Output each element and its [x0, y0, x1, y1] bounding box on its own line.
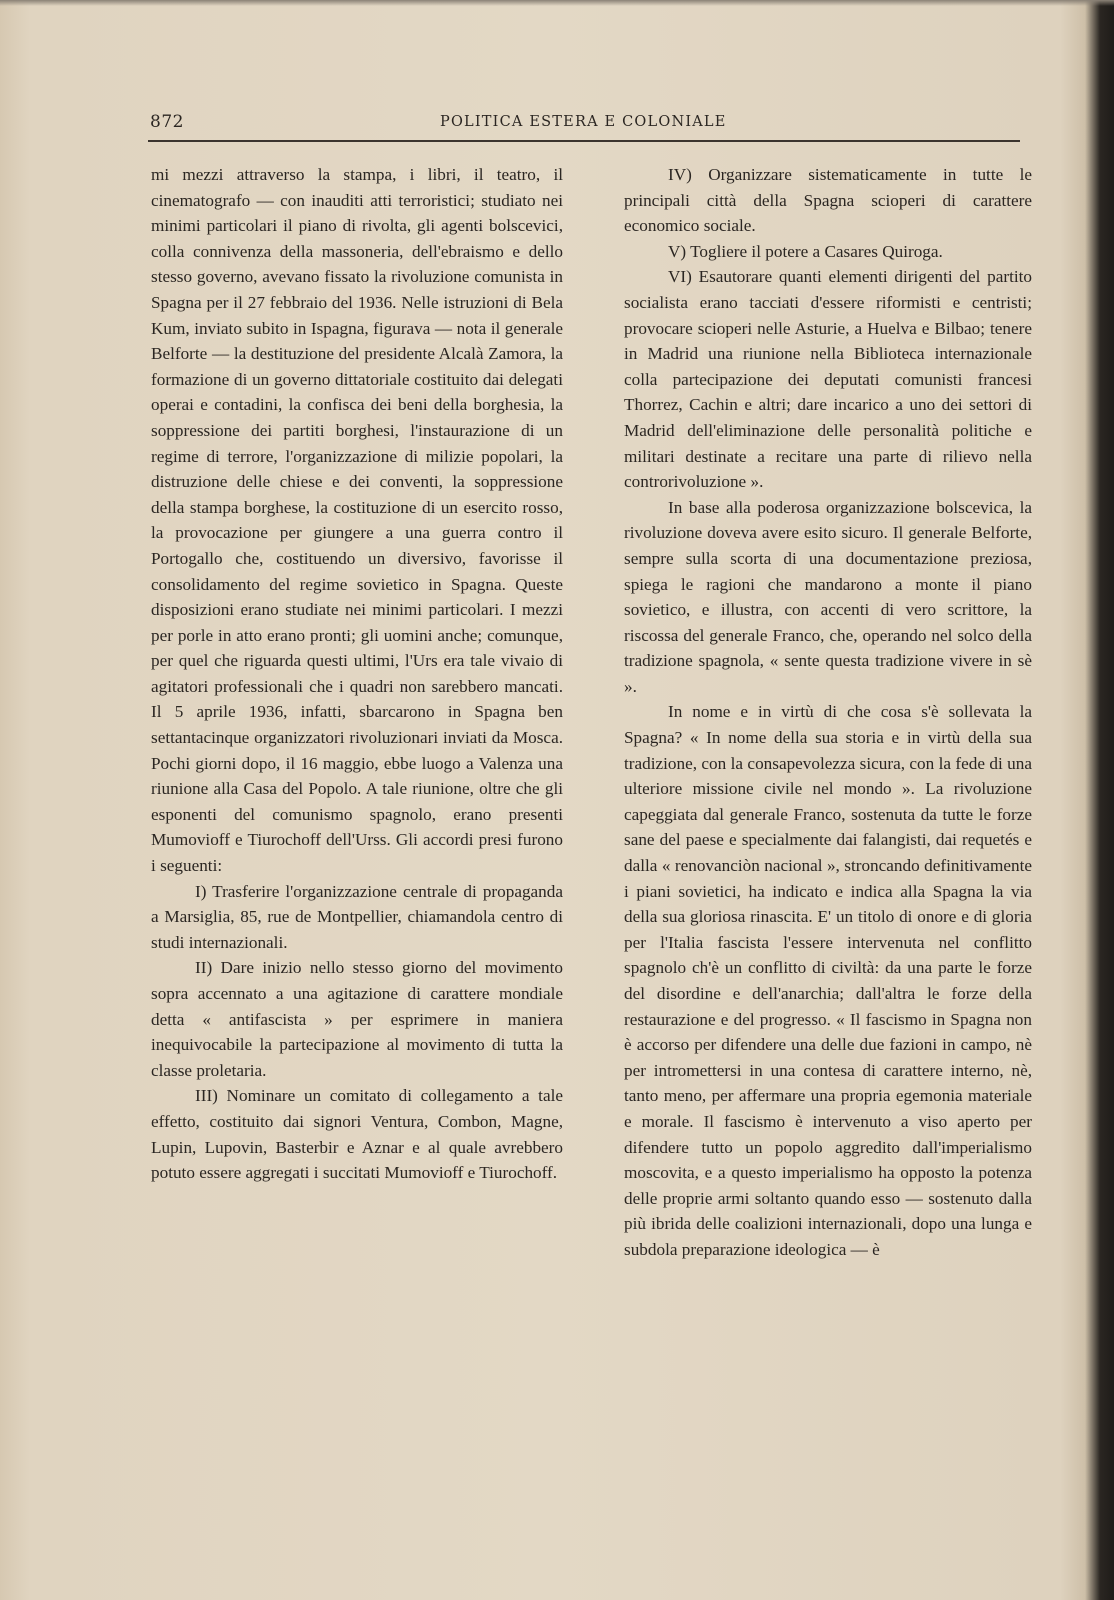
- left-paragraph-3: II) Dare inizio nello stesso giorno del movimento sopra accennato a una agitazione di carattere mondiale detta « antifascista » per esprimere in maniera inequivocabile la partecipazione al movimento di tutta la classe proletaria.: [151, 958, 563, 1080]
- header-rule: [148, 140, 1020, 142]
- running-title: POLITICA ESTERA E COLONIALE: [440, 114, 727, 130]
- page-top-edge: [0, 0, 1114, 6]
- left-paragraph-1: mi mezzi attraverso la stampa, i libri, il teatro, il cinematografo — con inauditi atti terroristici; studiato nei minimi particolari il piano di rivolta, gli agenti bolscevici, colla connivenza della massoneria, dell'ebraismo e dello stesso governo, avevano fissato la rivoluzione comunista in Spagna per il 27 febbraio del 1936. Nelle istruzioni di Bela Kum, inviato subito in Ispagna, figurava — nota il generale Belforte — la destituzione del presidente Alcalà Zamora, la formazione di un governo dittatoriale costituito dai delegati operai e contadini, la confisca dei beni della borghesia, la soppressione dei partiti borghesi, l'instaurazione di un regime di terrore, l'organizzazione di milizie popolari, la distruzione delle chiese e dei conventi, la soppressione della stampa borghese, la costituzione di un esercito rosso, la provocazione per giungere a una guerra contro il Portogallo che, costituendo un diversivo, favorisse il consolidamento del regime sovietico in Spagna. Queste disposizioni erano studiate nei minimi particolari. I mezzi per porle in atto erano pronti; gli uomini anche; comunque, per quel che riguarda questi ultimi, l'Urs era tale vivaio di agitatori professionali che i quadri non sarebbero mancati. Il 5 aprile 1936, infatti, sbarcarono in Spagna ben settantacinque organizzatori rivoluzionari inviati da Mosca. Pochi giorni dopo, il 16 maggio, ebbe luogo a Valenza una riunione alla Casa del Popolo. A tale riunione, oltre che gli esponenti del comunismo spagnolo, erano presenti Mumovioff e Tiurochoff dell'Urss. Gli accordi presi furono i seguenti:: [151, 165, 563, 876]
- right-paragraph-3: VI) Esautorare quanti elementi dirigenti del partito socialista erano tacciati d'essere riformisti e centristi; provocare scioperi nelle Asturie, a Huelva e Bilbao; tenere in Madrid una riunione nella Biblioteca internazionale colla partecipazione dei deputati comunisti francesi Thorrez, Cachin e altri; dare incarico a uno dei settori di Madrid dell'eliminazione delle personalità politiche e militari destinate a recitare una parte di rilievo nella controrivoluzione ».: [624, 267, 1032, 492]
- left-column: [151, 162, 563, 1186]
- left-paragraph-4: III) Nominare un comitato di collegamento a tale effetto, costituito dai signori Ventura, Combon, Magne, Lupin, Lupovin, Basterbir e Aznar e al quale avrebbero potuto essere aggregati i succitati Mumovioff e Tiurochoff.: [151, 1086, 563, 1183]
- right-paragraph-2: V) Togliere il potere a Casares Quiroga.: [668, 241, 943, 261]
- right-paragraph-5: In nome e in virtù di che cosa s'è sollevata la Spagna? « In nome della sua storia e in virtù della sua tradizione, con la consapevolezza sicura, con la fede di una ulteriore missione civile nel mondo ». La rivoluzione capeggiata dal generale Franco, sostenuta da tutte le forze sane del paese e specialmente dai falangisti, dai requetés e dalla « renovanciòn nacional », stroncando definitivamente i piani sovietici, ha indicato e indica alla Spagna la via della sua gloriosa rinascita. E' un titolo di onore e di gloria per l'Italia fascista l'essere intervenuta nel conflitto spagnolo ch'è un conflitto di civiltà: da una parte le forze del disordine e dell'anarchia; dall'altra le forze della restaurazione e del progresso. « Il fascismo in Spagna non è accorso per difendere una delle due fazioni in campo, nè per intromettersi in una contesa di carattere interno, nè, tanto meno, per affermare una propria egemonia materiale e morale. Il fascismo è intervenuto a viso aperto per difendere tutto un popolo aggredito dall'imperialismo moscovita, e a questo imperialismo ha opposto la potenza delle proprie armi soltanto quando esso — sostenuto dalla più ibrida delle coalizioni internazionali, dopo una lunga e subdola preparazione ideologica — è: [624, 702, 1032, 1259]
- page-header: [150, 108, 1020, 138]
- left-paragraph-2: I) Trasferire l'organizzazione centrale di propaganda a Marsiglia, 85, rue de Montpellier, chiamandola centro di studi internazionali.: [151, 881, 563, 952]
- page-number: 872: [150, 112, 184, 132]
- right-paragraph-4: In base alla poderosa organizzazione bolscevica, la rivoluzione doveva avere esito sicuro. Il generale Belforte, sempre sulla scorta di una documentazione preziosa, spiega le ragioni che mandarono a monte il piano sovietico, e illustra, con accenti di vero scrittore, la riscossa del generale Franco, che, operando nel solco della tradizione spagnola, « sente questa tradizione vivere in sè ».: [624, 497, 1032, 696]
- right-column: [624, 162, 1032, 1263]
- right-paragraph-1: IV) Organizzare sistematicamente in tutte le principali città della Spagna scioperi di carattere economico sociale.: [624, 165, 1032, 236]
